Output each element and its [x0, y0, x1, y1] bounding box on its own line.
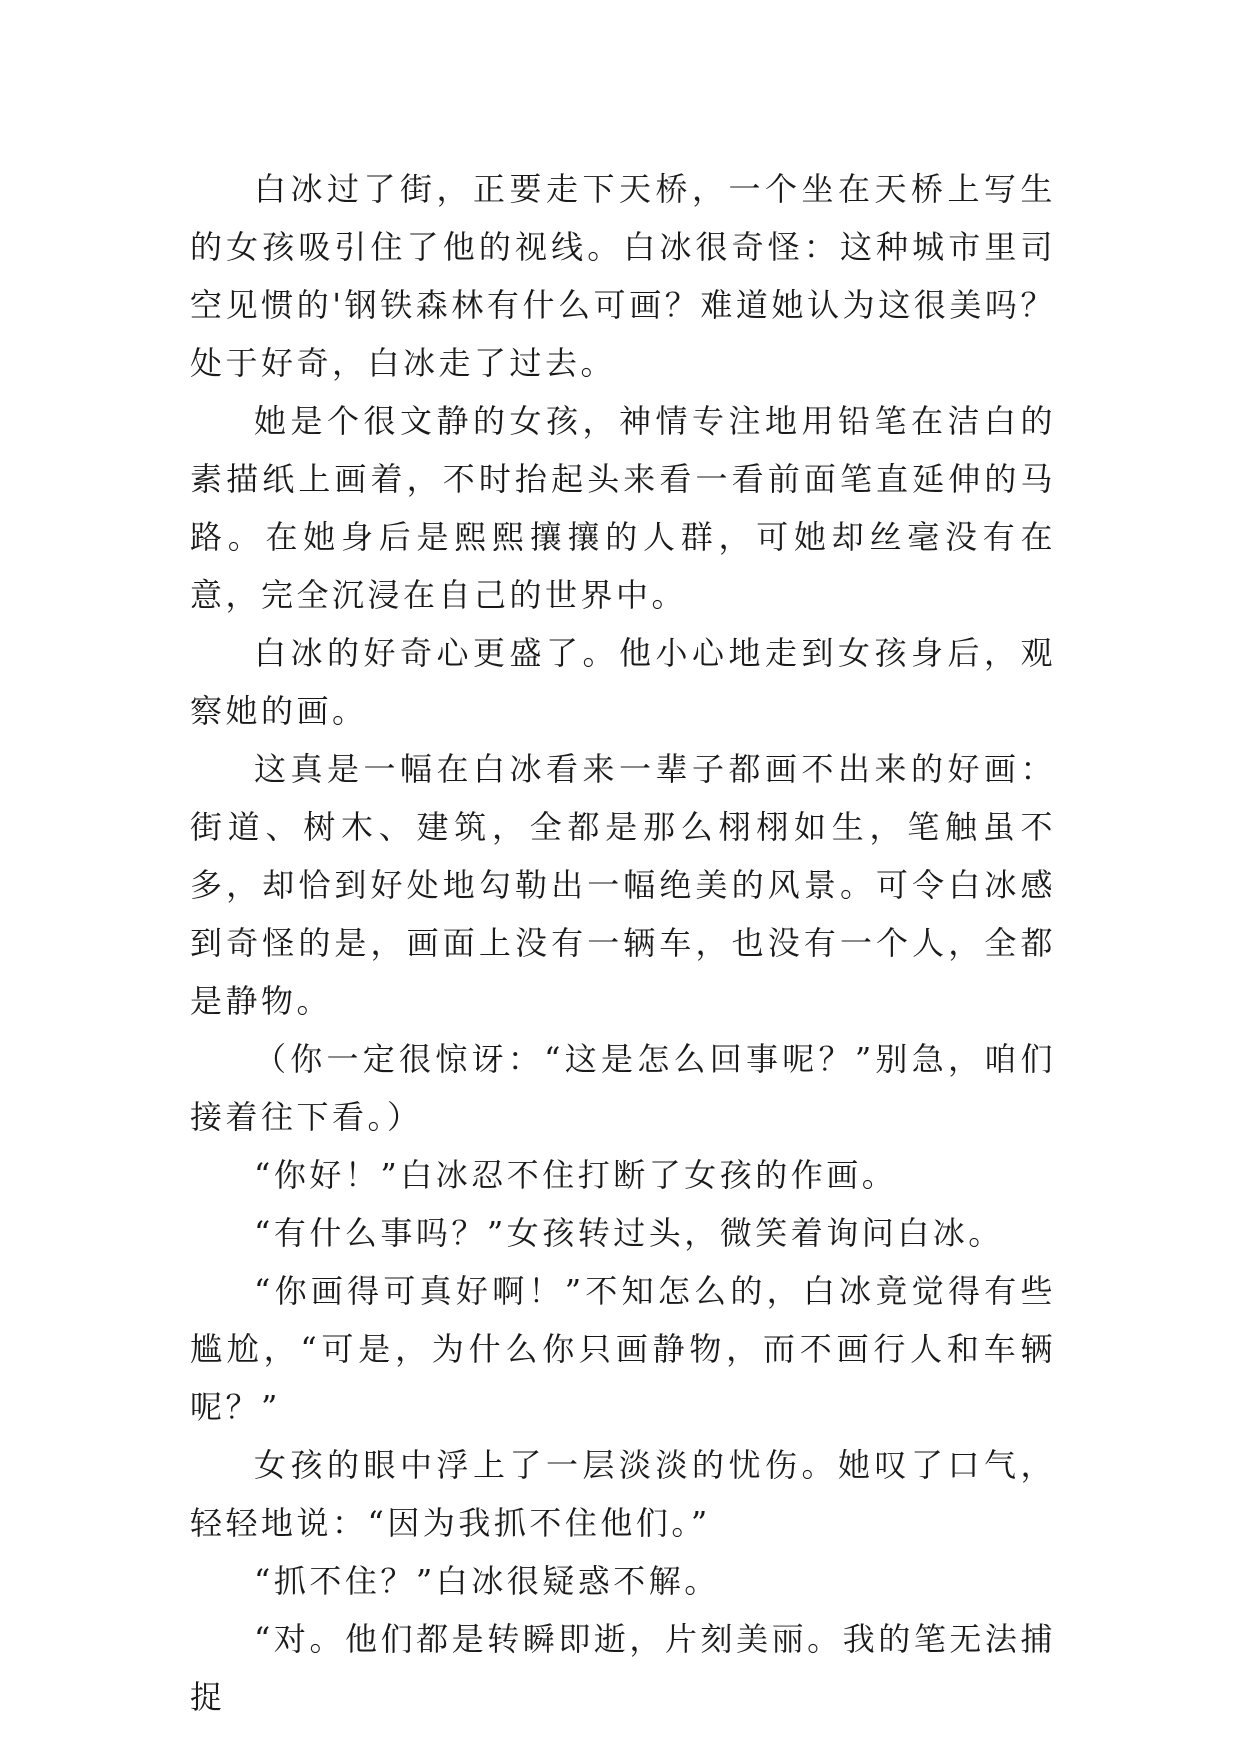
paragraph: 女孩的眼中浮上了一层淡淡的忧伤。她叹了口气，轻轻地说：“因为我抓不住他们。” — [190, 1446, 1056, 1542]
paragraph: 白冰的好奇心更盛了。他小心地走到女孩身后，观察她的画。 — [190, 634, 1056, 730]
document-body — [190, 160, 1056, 1726]
paragraph: 她是个很文静的女孩，神情专注地用铅笔在洁白的素描纸上画着，不时抬起头来看一看前面笔直延伸的马路。在她身后是熙熙攘攘的人群，可她却丝毫没有在意，完全沉浸在自己的世界中。 — [190, 402, 1056, 614]
paragraph: “对。他们都是转瞬即逝，片刻美丽。我的笔无法捕捉 — [190, 1620, 1056, 1716]
paragraph: “抓不住？”白冰很疑惑不解。 — [254, 1562, 720, 1600]
paragraph: “你画得可真好啊！”不知怎么的，白冰竟觉得有些尴尬，“可是，为什么你只画静物，而不画行人和车辆呢？” — [190, 1272, 1056, 1426]
paragraph: （你一定很惊讶：“这是怎么回事呢？”别急，咱们接着往下看。） — [190, 1040, 1056, 1136]
paragraph: “你好！”白冰忍不住打断了女孩的作画。 — [254, 1156, 898, 1194]
paragraph: 这真是一幅在白冰看来一辈子都画不出来的好画：街道、树木、建筑，全都是那么栩栩如生，笔触虽不多，却恰到好处地勾勒出一幅绝美的风景。可令白冰感到奇怪的是，画面上没有一辆车，也没有一个人，全都是静物。 — [190, 750, 1056, 1020]
paragraph: 白冰过了街，正要走下天桥，一个坐在天桥上写生的女孩吸引住了他的视线。白冰很奇怪：这种城市里司空见惯的'钢铁森林有什么可画？难道她认为这很美吗？处于好奇，白冰走了过去。 — [190, 170, 1056, 382]
paragraph: “有什么事吗？”女孩转过头，微笑着询问白冰。 — [254, 1214, 1004, 1252]
